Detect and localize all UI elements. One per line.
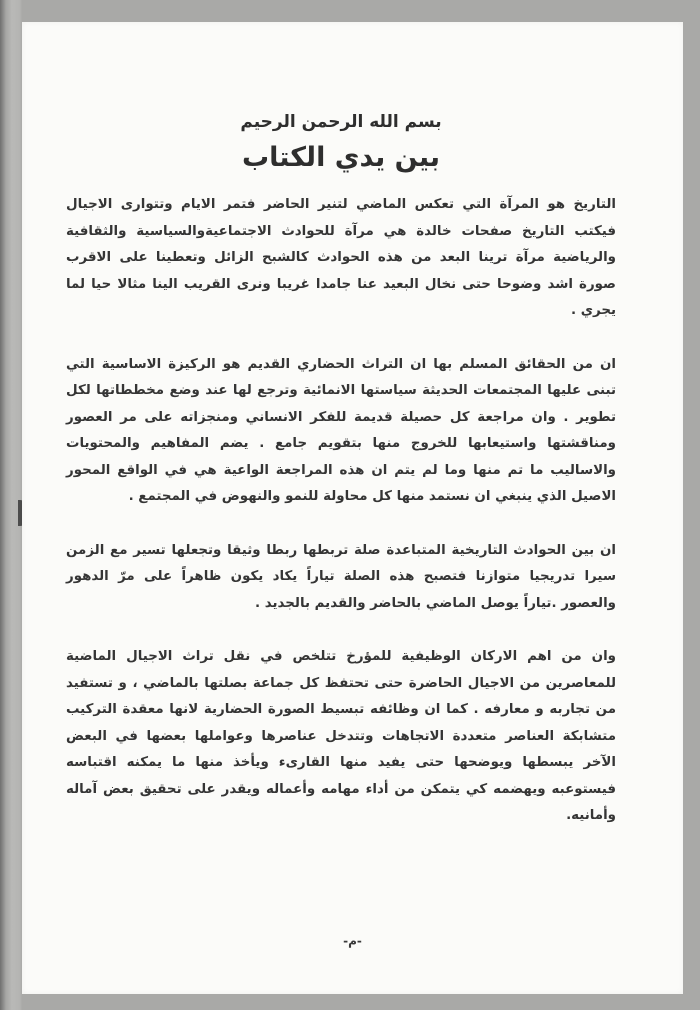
paragraph-4 <box>66 644 616 830</box>
paragraph-text: ان من الحقائق المسلم بها ان التراث الحضاري القديم هو الركيزة الاساسية التي تبنى عليها المجتمعات الحديثة سياستها الانمائية وترجع لها عند وضع مخططاتها لكل تطوير . وان مراجعة كل حصيلة قديمة للفكر الانساني ومنجزاته على مر العصور ومناقشتها واستيعابها للخروج منها بتقويم جامع . يضم المفاهيم والمحتويات والاساليب ما تم منها وما لم يتم ان هذه المراجعة الواعية هي في الواقع المحور الاصيل الذي ينبغي ان نستمد منها كل محاولة للنمو والنهوض في المجتمع . <box>66 356 616 504</box>
paragraph-text: وان من اهم الاركان الوظيفية للمؤرخ تتلخص في نقل تراث الاجيال الماضية للمعاصرين من الاجيال الحاضرة حتى تحتفظ كل جماعة بصلتها بالماضي ، و تستفيد من تجاربه و معارفه . كما ان وظائفه تبسيط الصورة الحضارية لانها معقدة التركيب متشابكة العناصر متعددة الاتجاهات وتتدخل عناصرها وعواملها بعضها في البعض الآخر يبسطها ويوضحها حتى يفيد منها القارىء ويأخذ منها ما يمكنه اقتباسه فيستوعبه ويهضمه كي يتمكن من أداء مهامه وأعماله ويقدر على تحقيق بعض آماله وأمانيه. <box>66 649 616 823</box>
page-title: بين يدي الكتاب <box>241 142 441 173</box>
paragraph-2 <box>66 352 616 511</box>
paragraph-text: التاريخ هو المرآة التي تعكس الماضي لتنير الحاضر فتمر الايام وتتوارى الاجيال فيكتب التاريخ صفحات خالدة هي مرآة للحوادث الاجتماعيةوالسياسية والثقافية والرياضية مرآة ترينا البعد من هذه الحوادث كالشبح الزائل وتعطينا على الاقرب صورة اشد وضوحا حتى نخال البعيد عنا جامدا غريبا ونرى القريب الينا مثالا حيا لما يجري . <box>66 197 616 318</box>
paragraph-text: ان بين الحوادث التاريخية المتباعدة صلة تربطها ربطا وثيقا وتجعلها تسير مع الزمن سيرا تدريجيا متوازنا فتصبح هذه الصلة تياراً يكاد يكون ظاهراً على مرّ الدهور والعصور .تياراً يوصل الماضي بالحاضر والقديم بالجديد . <box>66 542 616 611</box>
paragraph-1 <box>66 192 616 325</box>
document-body <box>66 110 616 857</box>
basmala-heading: بسم الله الرحمن الرحيم <box>240 112 442 132</box>
paragraph-3 <box>66 538 616 618</box>
document-page <box>22 22 683 994</box>
page-number: -م- <box>343 934 362 948</box>
